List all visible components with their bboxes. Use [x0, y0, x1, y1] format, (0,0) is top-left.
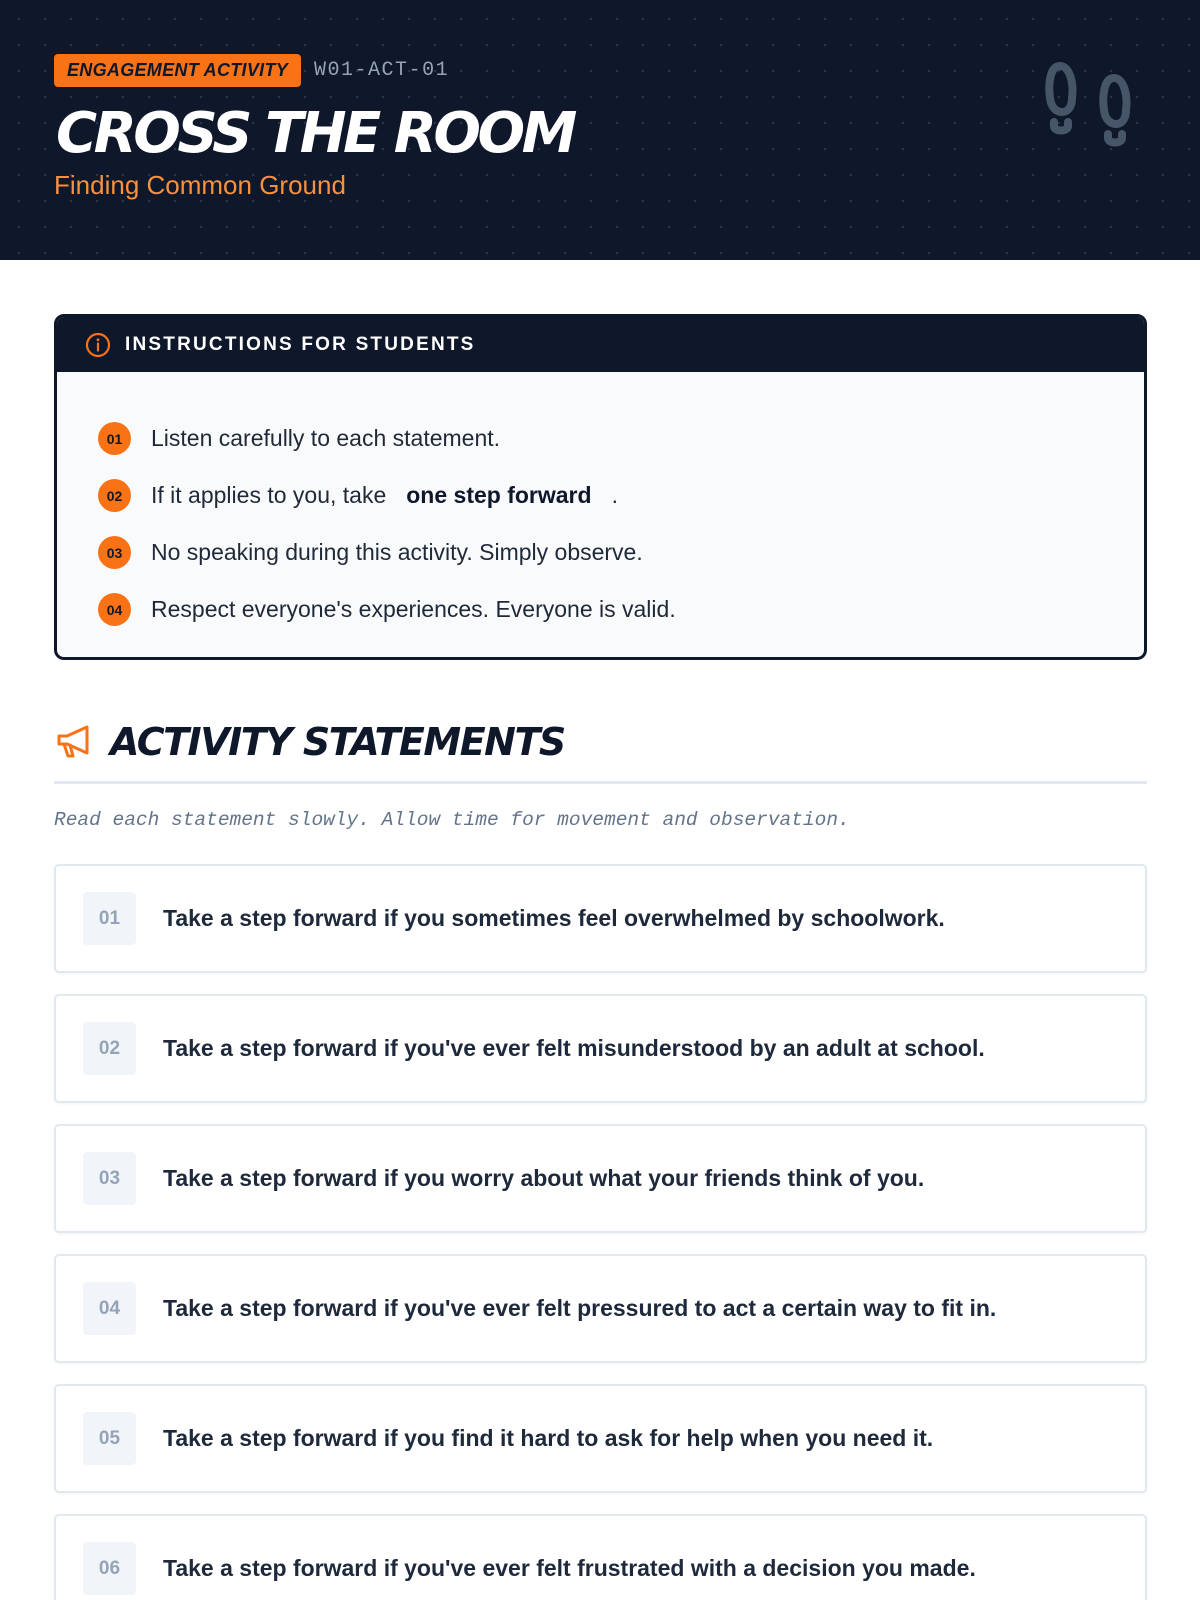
section-title: ACTIVITY STATEMENTS [110, 720, 565, 764]
statement-number: 06 [83, 1542, 136, 1595]
statement-text: Take a step forward if you've ever felt misunderstood by an adult at school. [163, 1035, 985, 1061]
instruction-number: 01 [98, 422, 131, 455]
statement-text: Take a step forward if you worry about what your friends think of you. [163, 1165, 925, 1191]
instruction-number: 02 [98, 479, 131, 512]
instruction-number: 04 [98, 593, 131, 626]
statement-number: 05 [83, 1412, 136, 1465]
instruction-item [98, 581, 1144, 638]
instruction-text: Listen carefully to each statement. [151, 425, 501, 451]
statements-section-header [54, 714, 1147, 784]
statement-card [54, 1514, 1147, 1600]
statement-card [54, 1384, 1147, 1493]
instruction-text-end: . [611, 482, 618, 508]
statement-text: Take a step forward if you sometimes feel overwhelmed by schoolwork. [163, 905, 945, 931]
activity-type-badge: ENGAGEMENT ACTIVITY [54, 54, 301, 87]
instruction-text: No speaking during this activity. Simply observe. [151, 539, 643, 565]
instruction-item [98, 467, 1144, 524]
info-circle-icon [85, 332, 111, 358]
instruction-emphasis: one step forward [406, 482, 592, 508]
statement-number: 03 [83, 1152, 136, 1205]
statement-number: 04 [83, 1282, 136, 1335]
megaphone-icon [54, 722, 94, 762]
section-note: Read each statement slowly. Allow time for movement and observation. [54, 809, 850, 831]
page-subtitle: Finding Common Ground [54, 170, 346, 200]
statement-text: Take a step forward if you find it hard to ask for help when you need it. [163, 1425, 934, 1451]
instruction-number: 03 [98, 536, 131, 569]
statement-text: Take a step forward if you've ever felt frustrated with a decision you made. [163, 1555, 976, 1581]
statement-card [54, 1124, 1147, 1233]
footprints-icon [1044, 56, 1144, 160]
instruction-text [151, 482, 618, 509]
statement-text: Take a step forward if you've ever felt pressured to act a certain way to fit in. [163, 1295, 997, 1321]
instruction-item [98, 524, 1144, 581]
page-title: CROSS THE ROOM [56, 101, 574, 166]
statement-number: 01 [83, 892, 136, 945]
statement-number: 02 [83, 1022, 136, 1075]
instructions-card [54, 314, 1147, 660]
header-tag-row [54, 54, 449, 87]
instructions-list [57, 372, 1144, 638]
statement-card [54, 864, 1147, 973]
instructions-heading: INSTRUCTIONS FOR STUDENTS [125, 333, 476, 355]
page-header [0, 0, 1200, 260]
activity-code: W01-ACT-01 [314, 59, 450, 82]
instruction-text-lead: If it applies to you, take [151, 482, 387, 508]
statement-card [54, 1254, 1147, 1363]
statements-list [54, 864, 1147, 1600]
statement-card [54, 994, 1147, 1103]
instruction-item [98, 410, 1144, 467]
instruction-text: Respect everyone's experiences. Everyone is valid. [151, 596, 676, 622]
instructions-header [57, 317, 1144, 372]
